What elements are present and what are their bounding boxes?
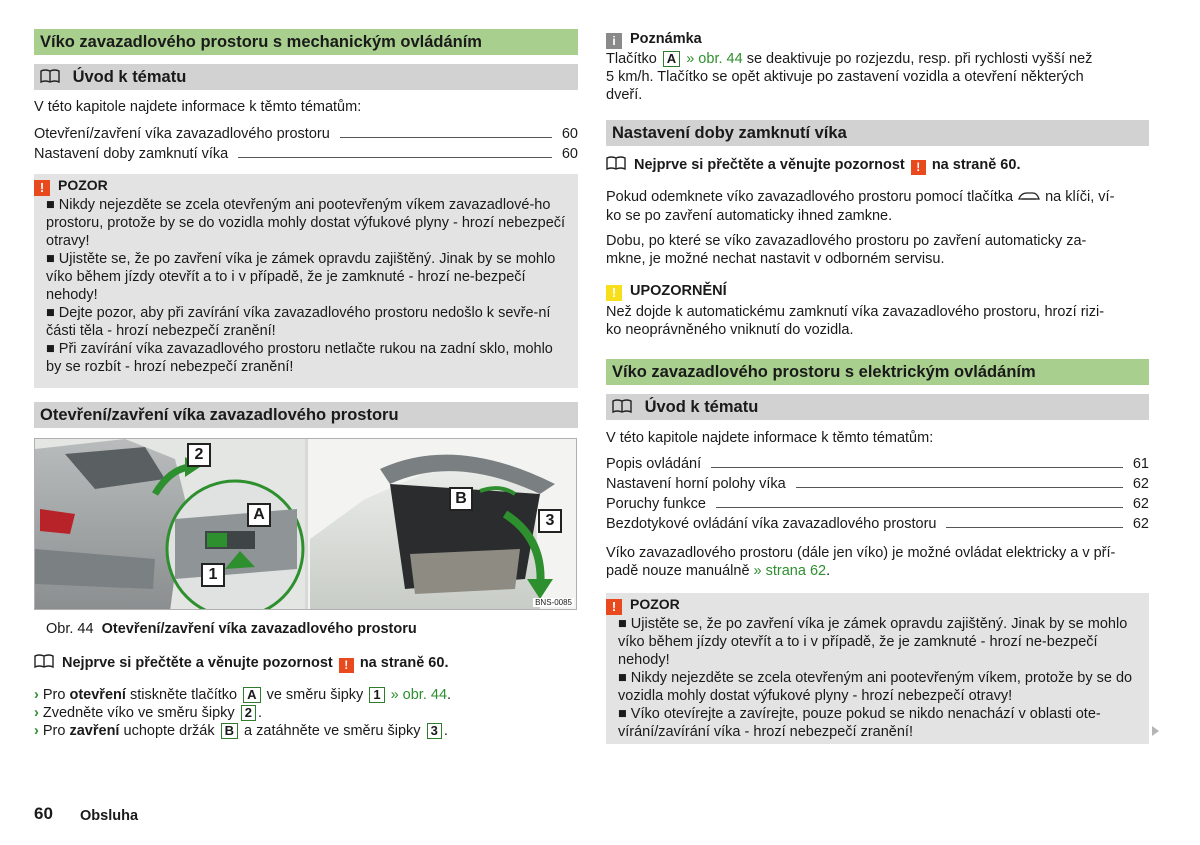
exclamation-icon: ! (606, 599, 622, 615)
book-icon (612, 396, 632, 422)
section-title-mechanical: Víko zavazadlového prostoru s mechanickým ovládáním (34, 29, 578, 55)
caution-text: Než dojde k automatickému zamknutí víka zavazadlového prostoru, hrozí rizi- ko neoprávněného vniknutí do vozidla. (606, 304, 1105, 338)
book-icon (34, 654, 54, 674)
exclamation-icon[interactable]: ! (911, 160, 926, 175)
warning-item: ■ Ujistěte se, že po zavření víka je zámek opravdu zajištěný. Jinak by se mohlo víko během jízdy otevřít a to i v případě, že je zamknuté - hrozí ne-bezpečí nehody! (618, 616, 1128, 668)
warning-box-left: ! POZOR ■ Nikdy nejezděte se zcela otevřeným ani pootevřeným víkem zavazadlové-ho prostoru, protože by se do vozidla mohly dostat výfukové plyny - hrozí nebezpečí otravy! ■ Ujistěte se, že po zavření víka je zámek opravdu zajištěný. Jinak by se mohlo víko během jízdy otevřít a to i v případě, že je zamknuté - hrozí ne-bezpečí nehody! ■ Dejte pozor, aby při zavírání víka zavazadlového prostoru nedošlo k sevře-ní části těla - hrozí nebezpečí zranění! ■ Při zavírání víka zavazadlového prostoru netlačte rukou na zadní sklo, mohlo by se rozbít - hrozí nebezpečí zranění! (34, 174, 578, 388)
exclamation-icon[interactable]: ! (339, 658, 354, 673)
exclamation-icon: ! (606, 285, 622, 301)
step-1: › Pro otevření stiskněte tlačítko A ve směru šipky 1 » obr. 44. (34, 687, 452, 703)
continue-arrow-icon (1152, 726, 1159, 736)
footer-section: Obsluha (80, 808, 139, 824)
key-2: 2 (241, 705, 256, 721)
note-title: i Poznámka (606, 30, 702, 49)
caution-title: ! UPOZORNĚNÍ (606, 282, 727, 301)
figure-code: BNS-0085 (535, 598, 572, 607)
car-illustration (35, 439, 577, 610)
intro-header-right: Úvod k tématu (606, 394, 1149, 420)
note-text: Tlačítko A » obr. 44 se deaktivuje po rozjezdu, resp. při rychlosti vyšší než 5 km/h. Tlačítko se opět aktivuje po zastavení vozidla a otevření některých dveří. (606, 51, 1093, 103)
section-title-open-close: Otevření/zavření víka zavazadlového prostoru (34, 402, 578, 428)
key-3: 3 (427, 723, 442, 739)
book-icon (40, 66, 60, 92)
key-B: B (221, 723, 238, 739)
callout-3: 3 (538, 509, 562, 533)
paragraph-service: Dobu, po které se víko zavazadlového prostoru po zavření automaticky za- mkne, je možné nechat nastavit v odborném servisu. (606, 233, 1087, 267)
info-icon: i (606, 33, 622, 49)
read-first-left: Nejprve si přečtěte a věnujte pozornost ! na straně 60. (34, 654, 448, 674)
intro-text-right: V této kapitole najdete informace k těmto tématům: (606, 430, 934, 446)
step-2: › Zvedněte víko ve směru šipky 2 . (34, 705, 262, 721)
toc-item[interactable]: Nastavení doby zamknutí víka 60 (34, 146, 578, 162)
figure-caption: Obr. 44 Otevření/zavření víka zavazadlového prostoru (46, 621, 417, 637)
exclamation-icon: ! (34, 180, 50, 196)
warning-item: ■ Nikdy nejezděte se zcela otevřeným ani pootevřeným víkem, protože by se do vozidla mohly dostat výfukové plyny - hrozí nebezpečí otravy! (618, 670, 1133, 704)
callout-1: 1 (201, 563, 225, 587)
paragraph-electric: Víko zavazadlového prostoru (dále jen víko) je možné ovládat elektricky a v pří- padě nouze manuálně » strana 62. (606, 545, 1116, 579)
section-title-electric: Víko zavazadlového prostoru s elektrickým ovládáním (606, 359, 1149, 385)
key-remote-icon (1017, 189, 1041, 207)
callout-B: B (449, 487, 473, 511)
section-title-lock-time: Nastavení doby zamknutí víka (606, 120, 1149, 146)
read-first-right: Nejprve si přečtěte a věnujte pozornost ! na straně 60. (606, 156, 1020, 176)
toc-item[interactable]: Poruchy funkce 62 (606, 496, 1149, 512)
figure-link[interactable]: » obr. 44 (390, 687, 448, 703)
step-3: › Pro zavření uchopte držák B a zatáhněte ve směru šipky 3 . (34, 723, 448, 739)
warning-item: ■ Dejte pozor, aby při zavírání víka zavazadlového prostoru nedošlo k sevře-ní části těla - hrozí nebezpečí zranění! (46, 305, 551, 339)
callout-A: A (247, 503, 271, 527)
toc-item[interactable]: Nastavení horní polohy víka 62 (606, 476, 1149, 492)
warning-item: ■ Víko otevírejte a zavírejte, pouze pokud se nikdo nenachází v oblasti ote-vírání/zavírání víka - hrozí nebezpečí zranění! (618, 706, 1101, 740)
book-icon (606, 156, 626, 176)
figure-44 (34, 438, 577, 610)
paragraph-remote: Pokud odemknete víko zavazadlového prostoru pomocí tlačítka na klíči, ví- ko se po zavření automaticky ihned zamkne. (606, 189, 1115, 224)
page-number: 60 (34, 804, 53, 823)
warning-item: ■ Ujistěte se, že po zavření víka je zámek opravdu zajištěný. Jinak by se mohlo víko během jízdy otevřít a to i v případě, že je zamknuté - hrozí ne-bezpečí nehody! (46, 251, 556, 303)
key-A: A (243, 687, 260, 703)
intro-header-left: Úvod k tématu (34, 64, 578, 90)
intro-text-left: V této kapitole najdete informace k těmto tématům: (34, 99, 362, 115)
steps-list (34, 686, 451, 740)
warning-item: ■ Při zavírání víka zavazadlového prostoru netlačte rukou na zadní sklo, mohlo by se rozbít - hrozí nebezpečí zranění! (46, 341, 553, 375)
toc-item[interactable]: Popis ovládání 61 (606, 456, 1149, 472)
toc-item[interactable]: Bezdotykové ovládání víka zavazadlového prostoru 62 (606, 516, 1149, 532)
key-1: 1 (369, 687, 384, 703)
warning-box-right: ! POZOR ■ Ujistěte se, že po zavření víka je zámek opravdu zajištěný. Jinak by se mohlo víko během jízdy otevřít a to i v případě, že je zamknuté - hrozí ne-bezpečí nehody! ■ Nikdy nejezděte se zcela otevřeným ani pootevřeným víkem, protože by se do vozidla mohly dostat výfukové plyny - hrozí nebezpečí otravy! ■ Víko otevírejte a zavírejte, pouze pokud se nikdo nenachází v oblasti ote-vírání/zavírání víka - hrozí nebezpečí zranění! (606, 593, 1149, 744)
callout-2: 2 (187, 443, 211, 467)
toc-item[interactable]: Otevření/zavření víka zavazadlového prostoru 60 (34, 126, 578, 142)
figure-link[interactable]: » obr. 44 (686, 51, 743, 67)
warning-item: ■ Nikdy nejezděte se zcela otevřeným ani pootevřeným víkem zavazadlové-ho prostoru, protože by se do vozidla mohly dostat výfukové plyny - hrozí nebezpečí otravy! (46, 197, 566, 249)
page-link[interactable]: » strana 62 (753, 563, 827, 579)
key-A: A (663, 51, 680, 67)
